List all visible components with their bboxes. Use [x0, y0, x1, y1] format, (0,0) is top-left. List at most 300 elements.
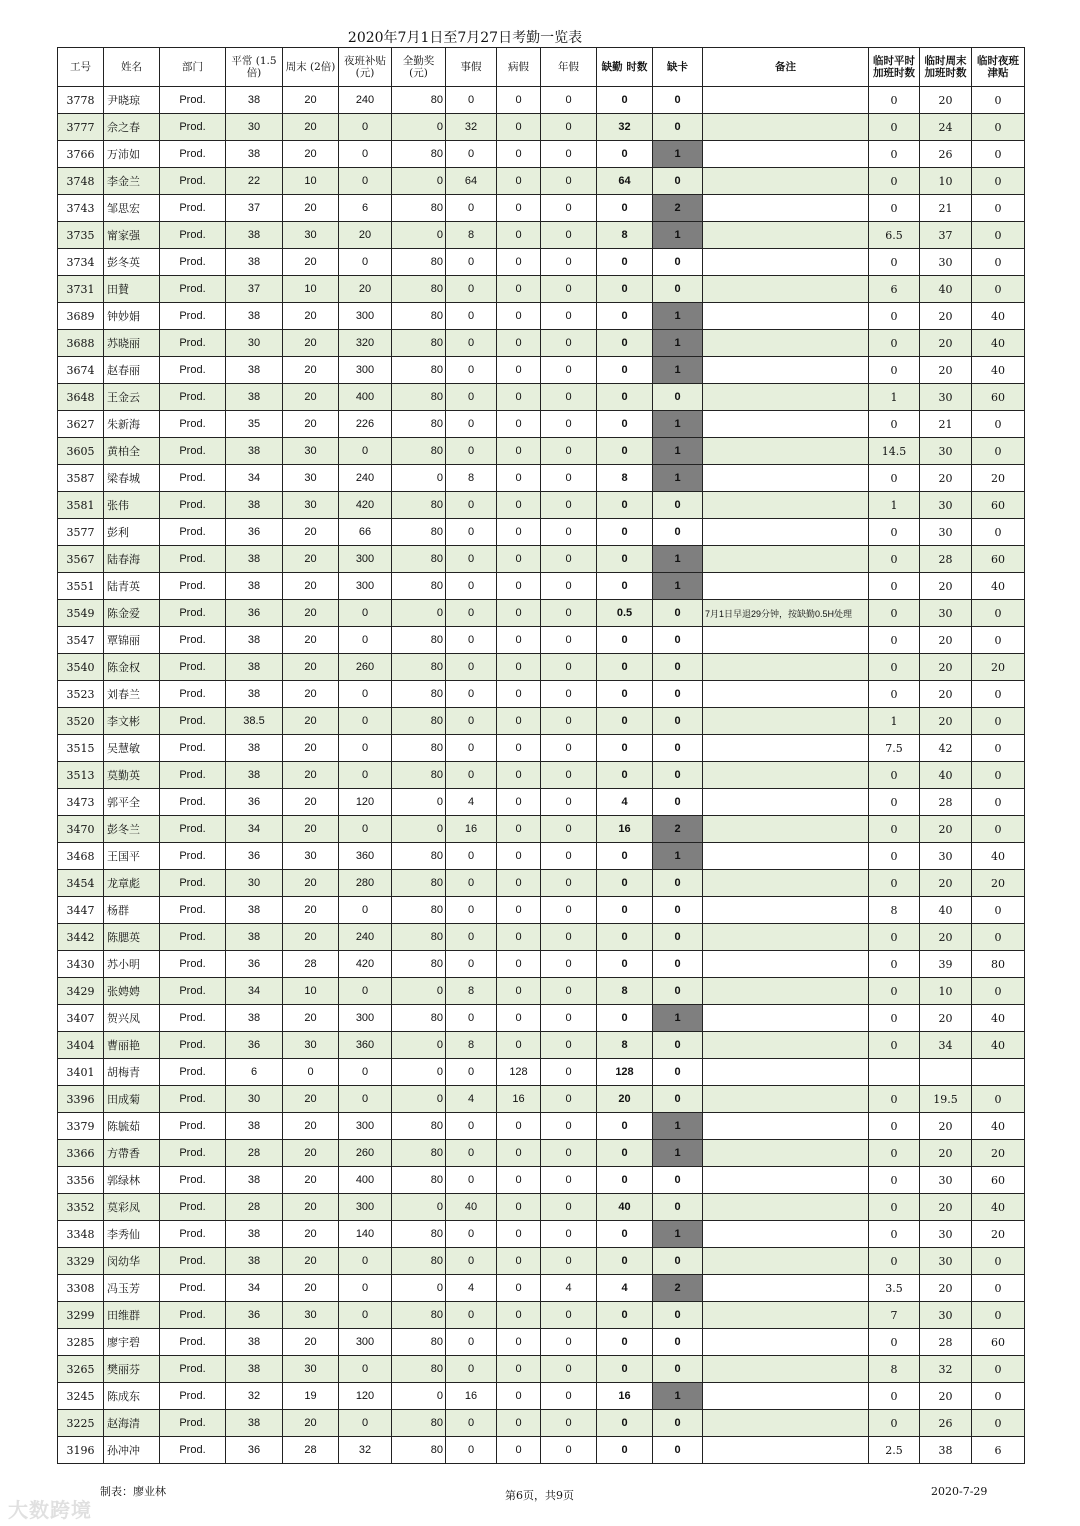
cell-personal-leave: 0	[446, 735, 497, 762]
cell-missing-card: 0	[653, 654, 703, 681]
cell-missing-card: 1	[653, 357, 703, 384]
cell-weekend-ot: 30	[283, 1032, 339, 1059]
cell-remark	[703, 1113, 869, 1140]
cell-absence-hours: 0	[597, 1329, 653, 1356]
table-row	[58, 843, 1025, 870]
cell-employee-id: 3401	[58, 1059, 104, 1086]
cell-normal-ot: 30	[226, 870, 283, 897]
cell-night-subsidy: 120	[339, 789, 392, 816]
cell-absence-hours: 0	[597, 1437, 653, 1464]
cell-temp-night-allowance: 6	[972, 1437, 1025, 1464]
cell-normal-ot: 38	[226, 303, 283, 330]
cell-sick-leave: 0	[497, 924, 541, 951]
column-header: 部门	[160, 48, 226, 87]
cell-normal-ot: 38	[226, 1356, 283, 1383]
cell-employee-name: 彭冬英	[104, 249, 160, 276]
cell-department: Prod.	[160, 1329, 226, 1356]
cell-sick-leave: 0	[497, 222, 541, 249]
cell-annual-leave: 0	[541, 708, 597, 735]
cell-weekend-ot: 20	[283, 330, 339, 357]
cell-temp-normal-ot: 0	[869, 114, 920, 141]
cell-missing-card: 0	[653, 708, 703, 735]
cell-temp-weekend-ot: 42	[920, 735, 972, 762]
cell-sick-leave: 0	[497, 870, 541, 897]
cell-absence-hours: 0	[597, 762, 653, 789]
cell-night-subsidy: 0	[339, 897, 392, 924]
cell-personal-leave: 0	[446, 438, 497, 465]
cell-employee-id: 3285	[58, 1329, 104, 1356]
cell-temp-weekend-ot: 30	[920, 600, 972, 627]
cell-employee-name: 邹思宏	[104, 195, 160, 222]
cell-attendance-bonus: 0	[392, 789, 446, 816]
cell-department: Prod.	[160, 330, 226, 357]
table-row	[58, 357, 1025, 384]
cell-personal-leave: 0	[446, 330, 497, 357]
cell-employee-name: 陈腮英	[104, 924, 160, 951]
cell-department: Prod.	[160, 1140, 226, 1167]
cell-remark	[703, 735, 869, 762]
cell-attendance-bonus: 80	[392, 384, 446, 411]
cell-department: Prod.	[160, 1383, 226, 1410]
cell-employee-name: 陈成东	[104, 1383, 160, 1410]
cell-attendance-bonus: 80	[392, 897, 446, 924]
cell-employee-id: 3515	[58, 735, 104, 762]
cell-annual-leave: 0	[541, 870, 597, 897]
cell-temp-night-allowance: 0	[972, 1086, 1025, 1113]
cell-temp-night-allowance: 40	[972, 1194, 1025, 1221]
cell-night-subsidy: 300	[339, 1329, 392, 1356]
cell-remark	[703, 465, 869, 492]
cell-attendance-bonus: 80	[392, 573, 446, 600]
cell-normal-ot: 36	[226, 1032, 283, 1059]
cell-absence-hours: 32	[597, 114, 653, 141]
cell-employee-id: 3329	[58, 1248, 104, 1275]
cell-missing-card: 1	[653, 222, 703, 249]
table-row	[58, 897, 1025, 924]
cell-temp-weekend-ot: 28	[920, 1329, 972, 1356]
cell-night-subsidy: 0	[339, 600, 392, 627]
cell-missing-card: 0	[653, 870, 703, 897]
cell-remark	[703, 438, 869, 465]
cell-sick-leave: 0	[497, 438, 541, 465]
cell-night-subsidy: 226	[339, 411, 392, 438]
cell-department: Prod.	[160, 87, 226, 114]
cell-attendance-bonus: 80	[392, 1329, 446, 1356]
cell-night-subsidy: 280	[339, 870, 392, 897]
cell-sick-leave: 0	[497, 735, 541, 762]
cell-temp-normal-ot: 0	[869, 762, 920, 789]
cell-remark	[703, 924, 869, 951]
cell-temp-night-allowance: 0	[972, 708, 1025, 735]
cell-employee-id: 3245	[58, 1383, 104, 1410]
table-row	[58, 1437, 1025, 1464]
cell-employee-id: 3777	[58, 114, 104, 141]
cell-personal-leave: 16	[446, 1383, 497, 1410]
table-row	[58, 168, 1025, 195]
cell-annual-leave: 0	[541, 1032, 597, 1059]
cell-annual-leave: 4	[541, 1275, 597, 1302]
column-header: 缺勤 时数	[597, 48, 653, 87]
table-row	[58, 1032, 1025, 1059]
cell-absence-hours: 0	[597, 330, 653, 357]
cell-night-subsidy: 0	[339, 114, 392, 141]
cell-temp-night-allowance: 20	[972, 1140, 1025, 1167]
table-row	[58, 465, 1025, 492]
cell-department: Prod.	[160, 681, 226, 708]
cell-missing-card: 0	[653, 1437, 703, 1464]
cell-employee-id: 3689	[58, 303, 104, 330]
cell-absence-hours: 128	[597, 1059, 653, 1086]
cell-remark	[703, 141, 869, 168]
cell-sick-leave: 0	[497, 303, 541, 330]
cell-absence-hours: 0	[597, 1302, 653, 1329]
cell-remark	[703, 492, 869, 519]
cell-normal-ot: 38	[226, 735, 283, 762]
cell-employee-name: 苏小明	[104, 951, 160, 978]
cell-missing-card: 0	[653, 1086, 703, 1113]
cell-weekend-ot: 20	[283, 1194, 339, 1221]
cell-night-subsidy: 0	[339, 708, 392, 735]
table-row	[58, 573, 1025, 600]
cell-night-subsidy: 240	[339, 924, 392, 951]
cell-personal-leave: 8	[446, 1032, 497, 1059]
cell-normal-ot: 38	[226, 357, 283, 384]
cell-temp-normal-ot: 0	[869, 924, 920, 951]
cell-normal-ot: 38	[226, 141, 283, 168]
cell-temp-normal-ot: 0	[869, 303, 920, 330]
cell-temp-weekend-ot: 20	[920, 654, 972, 681]
cell-annual-leave: 0	[541, 951, 597, 978]
cell-department: Prod.	[160, 816, 226, 843]
cell-attendance-bonus: 0	[392, 114, 446, 141]
cell-temp-normal-ot: 0	[869, 816, 920, 843]
cell-remark	[703, 1221, 869, 1248]
cell-night-subsidy: 0	[339, 168, 392, 195]
cell-missing-card: 0	[653, 924, 703, 951]
cell-department: Prod.	[160, 411, 226, 438]
cell-employee-id: 3778	[58, 87, 104, 114]
cell-temp-weekend-ot: 20	[920, 870, 972, 897]
cell-temp-normal-ot: 6.5	[869, 222, 920, 249]
cell-absence-hours: 0	[597, 870, 653, 897]
cell-temp-normal-ot: 0	[869, 789, 920, 816]
cell-sick-leave: 0	[497, 1221, 541, 1248]
cell-attendance-bonus: 80	[392, 1248, 446, 1275]
cell-temp-night-allowance: 40	[972, 330, 1025, 357]
cell-personal-leave: 0	[446, 762, 497, 789]
cell-employee-id: 3468	[58, 843, 104, 870]
cell-remark	[703, 843, 869, 870]
cell-temp-night-allowance: 0	[972, 222, 1025, 249]
cell-personal-leave: 0	[446, 1248, 497, 1275]
cell-weekend-ot: 20	[283, 114, 339, 141]
table-row	[58, 1086, 1025, 1113]
cell-employee-name: 李秀仙	[104, 1221, 160, 1248]
cell-employee-name: 田维群	[104, 1302, 160, 1329]
cell-normal-ot: 38	[226, 249, 283, 276]
cell-department: Prod.	[160, 465, 226, 492]
cell-department: Prod.	[160, 1248, 226, 1275]
cell-temp-weekend-ot: 20	[920, 1383, 972, 1410]
cell-employee-name: 贺兴凤	[104, 1005, 160, 1032]
cell-sick-leave: 16	[497, 1086, 541, 1113]
cell-employee-name: 张娉娉	[104, 978, 160, 1005]
cell-annual-leave: 0	[541, 1437, 597, 1464]
cell-night-subsidy: 260	[339, 1140, 392, 1167]
cell-department: Prod.	[160, 924, 226, 951]
cell-temp-weekend-ot: 30	[920, 519, 972, 546]
cell-employee-id: 3447	[58, 897, 104, 924]
column-header: 临时周末 加班时数	[920, 48, 972, 87]
cell-normal-ot: 36	[226, 600, 283, 627]
cell-night-subsidy: 32	[339, 1437, 392, 1464]
cell-personal-leave: 0	[446, 303, 497, 330]
cell-personal-leave: 0	[446, 1329, 497, 1356]
cell-temp-weekend-ot: 30	[920, 438, 972, 465]
cell-temp-night-allowance: 40	[972, 357, 1025, 384]
cell-employee-id: 3265	[58, 1356, 104, 1383]
table-row	[58, 600, 1025, 627]
cell-attendance-bonus: 80	[392, 762, 446, 789]
cell-temp-normal-ot: 8	[869, 1356, 920, 1383]
cell-personal-leave: 0	[446, 627, 497, 654]
cell-missing-card: 1	[653, 330, 703, 357]
cell-normal-ot: 36	[226, 1437, 283, 1464]
cell-employee-id: 3648	[58, 384, 104, 411]
cell-employee-name: 吴慧敏	[104, 735, 160, 762]
cell-weekend-ot: 30	[283, 1302, 339, 1329]
watermark-logo: 大数跨境	[8, 1498, 92, 1522]
cell-normal-ot: 36	[226, 843, 283, 870]
cell-temp-night-allowance: 0	[972, 627, 1025, 654]
cell-temp-normal-ot: 0	[869, 1140, 920, 1167]
cell-temp-night-allowance: 0	[972, 1248, 1025, 1275]
cell-weekend-ot: 20	[283, 519, 339, 546]
cell-remark	[703, 384, 869, 411]
cell-employee-id: 3299	[58, 1302, 104, 1329]
cell-personal-leave: 0	[446, 1302, 497, 1329]
cell-absence-hours: 0	[597, 951, 653, 978]
cell-sick-leave: 0	[497, 384, 541, 411]
cell-department: Prod.	[160, 384, 226, 411]
cell-temp-normal-ot: 0	[869, 168, 920, 195]
cell-weekend-ot: 20	[283, 141, 339, 168]
cell-temp-night-allowance: 0	[972, 978, 1025, 1005]
cell-sick-leave: 0	[497, 114, 541, 141]
cell-remark	[703, 249, 869, 276]
cell-absence-hours: 0	[597, 492, 653, 519]
cell-employee-id: 3577	[58, 519, 104, 546]
cell-personal-leave: 0	[446, 195, 497, 222]
cell-temp-weekend-ot	[920, 1059, 972, 1086]
cell-absence-hours: 0	[597, 87, 653, 114]
cell-normal-ot: 38	[226, 897, 283, 924]
cell-night-subsidy: 0	[339, 681, 392, 708]
cell-missing-card: 1	[653, 573, 703, 600]
cell-employee-name: 冯玉芳	[104, 1275, 160, 1302]
cell-employee-id: 3470	[58, 816, 104, 843]
cell-night-subsidy: 420	[339, 492, 392, 519]
cell-normal-ot: 38	[226, 1329, 283, 1356]
cell-temp-night-allowance: 60	[972, 492, 1025, 519]
cell-remark	[703, 573, 869, 600]
cell-employee-name: 龙章彪	[104, 870, 160, 897]
cell-attendance-bonus: 0	[392, 1032, 446, 1059]
cell-temp-normal-ot: 6	[869, 276, 920, 303]
cell-temp-normal-ot: 0	[869, 249, 920, 276]
cell-attendance-bonus: 0	[392, 1086, 446, 1113]
cell-temp-normal-ot: 1	[869, 492, 920, 519]
footer-date: 2020-7-29	[931, 1485, 988, 1498]
cell-absence-hours: 8	[597, 978, 653, 1005]
cell-normal-ot: 36	[226, 951, 283, 978]
cell-temp-normal-ot: 0	[869, 681, 920, 708]
cell-remark	[703, 546, 869, 573]
cell-annual-leave: 0	[541, 1329, 597, 1356]
cell-remark	[703, 1005, 869, 1032]
cell-night-subsidy: 0	[339, 978, 392, 1005]
cell-department: Prod.	[160, 843, 226, 870]
cell-employee-name: 甯家强	[104, 222, 160, 249]
cell-normal-ot: 38	[226, 438, 283, 465]
cell-department: Prod.	[160, 762, 226, 789]
cell-annual-leave: 0	[541, 195, 597, 222]
cell-missing-card: 1	[653, 546, 703, 573]
cell-attendance-bonus: 80	[392, 708, 446, 735]
cell-remark	[703, 330, 869, 357]
cell-personal-leave: 16	[446, 816, 497, 843]
cell-weekend-ot: 10	[283, 168, 339, 195]
cell-remark	[703, 1383, 869, 1410]
page-title: 2020年7月1日至7月27日考勤一览表	[347, 30, 583, 46]
cell-attendance-bonus: 80	[392, 654, 446, 681]
cell-employee-name: 彭冬兰	[104, 816, 160, 843]
cell-temp-normal-ot: 0	[869, 1113, 920, 1140]
cell-employee-id: 3225	[58, 1410, 104, 1437]
cell-temp-weekend-ot: 20	[920, 357, 972, 384]
cell-employee-name: 万沛如	[104, 141, 160, 168]
cell-night-subsidy: 120	[339, 1383, 392, 1410]
cell-night-subsidy: 260	[339, 654, 392, 681]
cell-normal-ot: 36	[226, 519, 283, 546]
cell-employee-id: 3581	[58, 492, 104, 519]
cell-temp-normal-ot: 3.5	[869, 1275, 920, 1302]
cell-normal-ot: 38	[226, 384, 283, 411]
cell-remark	[703, 519, 869, 546]
cell-temp-normal-ot: 0	[869, 951, 920, 978]
cell-missing-card: 0	[653, 1032, 703, 1059]
cell-missing-card: 0	[653, 168, 703, 195]
cell-attendance-bonus: 80	[392, 195, 446, 222]
cell-annual-leave: 0	[541, 627, 597, 654]
cell-weekend-ot: 20	[283, 627, 339, 654]
cell-annual-leave: 0	[541, 87, 597, 114]
cell-employee-name: 莫勤英	[104, 762, 160, 789]
cell-night-subsidy: 0	[339, 735, 392, 762]
cell-attendance-bonus: 80	[392, 249, 446, 276]
cell-annual-leave: 0	[541, 249, 597, 276]
cell-temp-night-allowance: 0	[972, 681, 1025, 708]
cell-attendance-bonus: 80	[392, 438, 446, 465]
cell-normal-ot: 38	[226, 573, 283, 600]
cell-missing-card: 0	[653, 276, 703, 303]
cell-department: Prod.	[160, 573, 226, 600]
cell-weekend-ot: 20	[283, 708, 339, 735]
table-row	[58, 1005, 1025, 1032]
table-row	[58, 1248, 1025, 1275]
cell-personal-leave: 0	[446, 357, 497, 384]
cell-absence-hours: 0	[597, 627, 653, 654]
cell-temp-weekend-ot: 20	[920, 924, 972, 951]
cell-personal-leave: 0	[446, 1221, 497, 1248]
footer-page-number: 第6页，共9页	[505, 1489, 574, 1502]
cell-night-subsidy: 360	[339, 843, 392, 870]
cell-department: Prod.	[160, 897, 226, 924]
cell-employee-id: 3735	[58, 222, 104, 249]
cell-missing-card: 0	[653, 978, 703, 1005]
cell-temp-weekend-ot: 30	[920, 1248, 972, 1275]
cell-employee-name: 王金云	[104, 384, 160, 411]
cell-annual-leave: 0	[541, 924, 597, 951]
cell-temp-weekend-ot: 26	[920, 141, 972, 168]
cell-remark	[703, 195, 869, 222]
cell-attendance-bonus: 80	[392, 1437, 446, 1464]
cell-annual-leave: 0	[541, 1302, 597, 1329]
cell-personal-leave: 0	[446, 141, 497, 168]
cell-missing-card: 1	[653, 411, 703, 438]
cell-missing-card: 2	[653, 195, 703, 222]
cell-weekend-ot: 28	[283, 951, 339, 978]
table-row	[58, 330, 1025, 357]
cell-temp-night-allowance: 40	[972, 1113, 1025, 1140]
cell-remark	[703, 681, 869, 708]
cell-temp-night-allowance: 80	[972, 951, 1025, 978]
cell-employee-name: 胡梅青	[104, 1059, 160, 1086]
cell-weekend-ot: 20	[283, 1329, 339, 1356]
cell-night-subsidy: 0	[339, 1410, 392, 1437]
cell-normal-ot: 38	[226, 681, 283, 708]
cell-temp-weekend-ot: 40	[920, 276, 972, 303]
cell-temp-normal-ot: 0	[869, 1167, 920, 1194]
cell-absence-hours: 0	[597, 897, 653, 924]
cell-temp-weekend-ot: 30	[920, 1167, 972, 1194]
cell-absence-hours: 0	[597, 249, 653, 276]
cell-temp-weekend-ot: 20	[920, 1005, 972, 1032]
cell-weekend-ot: 20	[283, 654, 339, 681]
cell-department: Prod.	[160, 1005, 226, 1032]
cell-remark	[703, 870, 869, 897]
cell-sick-leave: 0	[497, 1167, 541, 1194]
cell-employee-id: 3567	[58, 546, 104, 573]
cell-department: Prod.	[160, 1275, 226, 1302]
cell-temp-night-allowance: 40	[972, 1032, 1025, 1059]
cell-night-subsidy: 0	[339, 141, 392, 168]
cell-attendance-bonus: 0	[392, 1383, 446, 1410]
cell-annual-leave: 0	[541, 357, 597, 384]
cell-night-subsidy: 0	[339, 627, 392, 654]
cell-annual-leave: 0	[541, 843, 597, 870]
cell-missing-card: 0	[653, 1302, 703, 1329]
cell-personal-leave: 0	[446, 1437, 497, 1464]
table-row	[58, 195, 1025, 222]
cell-employee-id: 3549	[58, 600, 104, 627]
cell-annual-leave: 0	[541, 1167, 597, 1194]
cell-personal-leave: 0	[446, 924, 497, 951]
cell-temp-normal-ot: 0	[869, 1329, 920, 1356]
cell-missing-card: 0	[653, 1194, 703, 1221]
cell-employee-name: 闵幼华	[104, 1248, 160, 1275]
cell-employee-name: 陆青英	[104, 573, 160, 600]
